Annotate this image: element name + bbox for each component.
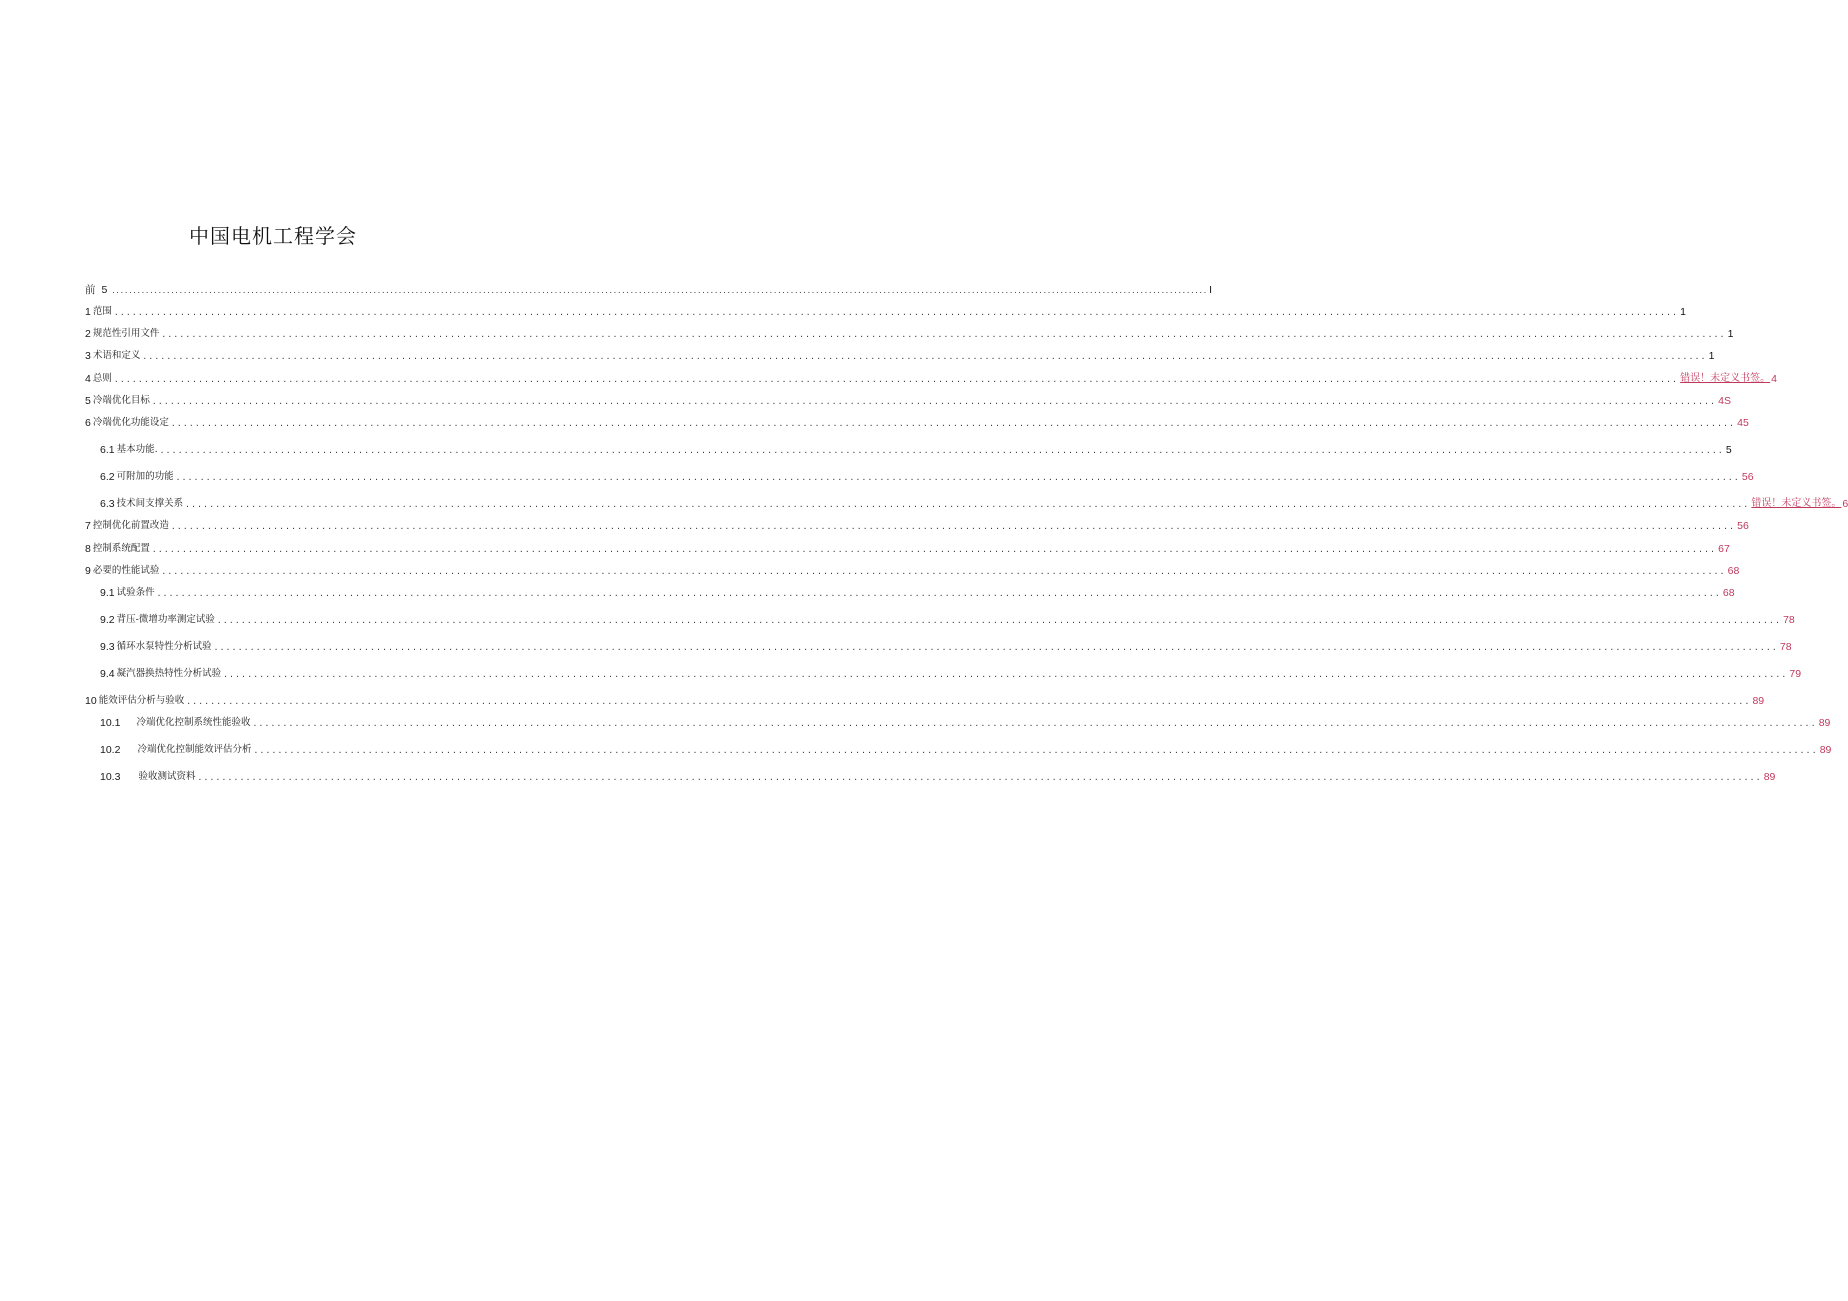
toc-entry-title: 能效评估分析与验收 (98, 695, 185, 706)
toc-entry-page: 1 (1708, 350, 1715, 362)
toc-entry-number: 前 (85, 284, 96, 296)
toc-entry-8[interactable] (85, 541, 1730, 557)
toc-entry-6-2[interactable] (100, 469, 1754, 485)
toc-leader: .................................................................................................................................................................................................................................................................... (175, 473, 1740, 482)
toc-leader: .................................................................................................................................................................................................................................................................... (213, 643, 1778, 652)
toc-leader: .................................................................................................................................................................................................................................................................... (253, 746, 1818, 755)
toc-entry-page: 89 (1763, 771, 1776, 783)
toc-entry-10-1[interactable] (100, 715, 1831, 731)
toc-entry-number: 8 (85, 543, 91, 555)
toc-entry-number: 9.1 (100, 587, 115, 599)
toc-leader: .................................................................................................................................................................................................................................................................... (186, 697, 1751, 706)
toc-entry-number: 6.2 (100, 471, 115, 483)
toc-entry-page: 89 (1818, 717, 1831, 729)
toc-entry-title: 控制系统配置 (92, 543, 150, 554)
toc-entry-2[interactable] (85, 326, 1734, 342)
toc-leader: .................................................................................................................................................................................................................................................................... (170, 419, 1736, 428)
toc-entry-number: 9.3 (100, 641, 115, 653)
toc-entry-number: 7 (85, 520, 91, 532)
toc-leader: .................................................................................................................................................................................................................................................................... (156, 589, 1721, 598)
toc-leader: .................................................................................................................................................................................................................................................................... (185, 500, 1750, 509)
toc-entry-title: 凝汽器换热特性分析试验 (116, 668, 222, 679)
toc-entry-title: 术语和定义 (92, 350, 141, 361)
toc-leader: .................................................................................................................................................................................................................................................................... (161, 330, 1726, 339)
toc-entry-title: 试验条件 (116, 587, 155, 598)
toc-entry-page: 56 (1737, 520, 1749, 532)
toc-entry-number: 4 (85, 373, 91, 385)
organization-title: 中国电机工程学会 (189, 224, 357, 248)
toc-entry-10[interactable] (85, 693, 1765, 709)
toc-leader: .................................................................................................................................................................................................................................................................... (151, 397, 1717, 406)
toc-entry-number: 6 (85, 417, 91, 429)
toc-entry-10-2[interactable] (100, 742, 1832, 758)
toc-entry-number: 6.3 (100, 498, 115, 510)
toc-entry-page: 78 (1779, 641, 1792, 653)
toc-entry-title: 冷端优化控制能效评估分析 (137, 744, 252, 755)
toc-entry-number: 10.2 (100, 744, 121, 756)
toc-leader: .................................................................................................................................................................................................................................................................... (159, 446, 1724, 455)
toc-entry-number: 3 (85, 350, 91, 362)
toc-entry-page: 89 (1752, 695, 1765, 707)
toc-entry-9-2[interactable] (100, 612, 1795, 628)
toc-entry-9-3[interactable] (100, 639, 1792, 655)
toc-entry-title: 控制优化前置改造 (92, 520, 169, 531)
toc-entry-page: 4S (1718, 395, 1731, 407)
toc-entry-title: 循环水泵特性分析试验 (116, 641, 212, 652)
toc-leader: .................................................................................................................................................................................................................................................................... (113, 375, 1679, 384)
toc-entry-number: 5 (85, 395, 91, 407)
toc-entry-foreword[interactable] (85, 282, 1212, 298)
toc-entry-number: 1 (85, 306, 91, 318)
toc-leader: .................................................................................................................................................................................................................................................................... (216, 616, 1782, 625)
toc-entry-page: 6 (1842, 498, 1848, 510)
bookmark-error-text: 错误！未定义书签。 (1751, 498, 1842, 509)
toc-entry-title: 总则 (92, 373, 112, 384)
toc-leader: .................................................................................................................................................................................................................................................................... (197, 773, 1762, 782)
toc-entry-page: 78 (1783, 614, 1795, 626)
bookmark-error-text: 错误！未定义书签。 (1680, 373, 1771, 384)
toc-entry-title: 可附加的功能 (116, 471, 174, 482)
toc-entry-1[interactable] (85, 304, 1686, 320)
toc-entry-title: 规范性引用文件 (92, 328, 160, 339)
toc-entry-number: 9.2 (100, 614, 115, 626)
toc-entry-number: 9.4 (100, 668, 115, 680)
toc-entry-number: 10 (85, 695, 97, 707)
toc-entry-9[interactable] (85, 563, 1740, 579)
toc-entry-number: 9 (85, 565, 91, 577)
toc-leader: .................................................................................................................................................................................................................................................................... (161, 567, 1726, 576)
toc-entry-10-3[interactable] (100, 769, 1776, 785)
toc-entry-number: 10.3 (100, 771, 121, 783)
toc-entry-title: 技术间支撑关系 (116, 498, 184, 509)
toc-entry-title: 基本功能. (116, 444, 158, 455)
toc-leader: .................................................................................................................................................................................................................................................................... (170, 522, 1736, 531)
toc-entry-6-1[interactable] (100, 442, 1732, 458)
toc-entry-title: 冷端优化功能设定 (92, 417, 169, 428)
toc-entry-9-1[interactable] (100, 585, 1735, 601)
toc-entry-page: 5 (1725, 444, 1732, 456)
toc-entry-page: 68 (1722, 587, 1735, 599)
toc-entry-title: 冷端优化控制系统性能验收 (136, 717, 251, 728)
toc-leader: .................................................................................................................................................................................................................................................................... (111, 287, 1208, 295)
toc-entry-number: 2 (85, 328, 91, 340)
toc-entry-page: 56 (1741, 471, 1754, 483)
toc-entry-6[interactable] (85, 415, 1749, 431)
toc-entry-page: 68 (1727, 565, 1740, 577)
toc-entry-4[interactable] (85, 371, 1777, 387)
toc-entry-9-4[interactable] (100, 666, 1802, 682)
toc-entry-title: 冷端优化目标 (92, 395, 150, 406)
toc-entry-page: 45 (1737, 417, 1749, 429)
toc-entry-7[interactable] (85, 518, 1749, 534)
toc-entry-page: 1 (1680, 306, 1686, 318)
toc-entry-page: I (1209, 284, 1212, 296)
toc-entry-title: 范围 (92, 306, 112, 317)
toc-entry-page: 1 (1727, 328, 1734, 340)
toc-entry-number: 10.1 (100, 717, 121, 729)
toc-entry-6-3[interactable] (100, 496, 1848, 512)
toc-entry-page: 79 (1789, 668, 1802, 680)
toc-entry-page: 89 (1819, 744, 1832, 756)
toc-entry-3[interactable] (85, 348, 1715, 364)
toc-leader: .................................................................................................................................................................................................................................................................... (142, 352, 1707, 361)
toc-entry-page-prefix: 5 (101, 284, 108, 296)
toc-entry-5[interactable] (85, 393, 1731, 409)
toc-leader: .................................................................................................................................................................................................................................................................... (252, 719, 1817, 728)
toc-entry-page: 4 (1771, 373, 1777, 385)
toc-leader: .................................................................................................................................................................................................................................................................... (151, 545, 1717, 554)
toc-leader: .................................................................................................................................................................................................................................................................... (223, 670, 1788, 679)
toc-entry-title: 验收测试资料 (138, 771, 196, 782)
toc-entry-title: 背压-微增功率测定试验 (116, 614, 215, 625)
toc-entry-page: 67 (1718, 543, 1730, 555)
toc-entry-title: 必要的性能试验 (92, 565, 160, 576)
toc-leader: .................................................................................................................................................................................................................................................................... (113, 308, 1679, 317)
toc-entry-number: 6.1 (100, 444, 115, 456)
